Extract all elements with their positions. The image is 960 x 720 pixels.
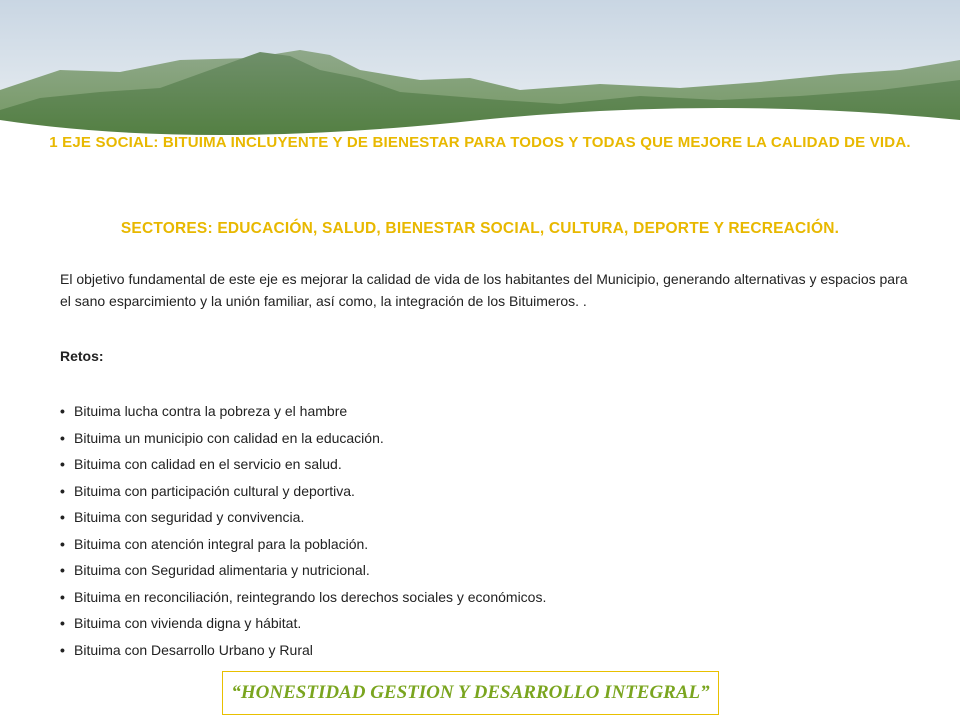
retos-label: Retos: <box>60 348 104 364</box>
bullet-icon: • <box>60 429 65 446</box>
sectors-heading: SECTORES: EDUCACIÓN, SALUD, BIENESTAR SOCIAL, CULTURA, DEPORTE Y RECREACIÓN. <box>120 220 840 237</box>
list-item-text: Bituima con calidad en el servicio en salud. <box>74 456 342 473</box>
list-item <box>60 637 546 664</box>
list-item <box>60 531 546 558</box>
bullet-icon: • <box>60 562 65 579</box>
bullet-icon: • <box>60 482 65 499</box>
motto-box <box>222 671 719 715</box>
mountain-banner <box>0 0 960 150</box>
bullet-icon: • <box>60 509 65 526</box>
list-item <box>60 610 546 637</box>
retos-list <box>60 398 546 663</box>
list-item-text: Bituima en reconciliación, reintegrando los derechos sociales y económicos. <box>74 588 547 605</box>
list-item-text: Bituima con Desarrollo Urbano y Rural <box>74 641 313 658</box>
motto-text: “HONESTIDAD GESTION Y DESARROLLO INTEGRAL” <box>231 682 710 703</box>
bullet-icon: • <box>60 403 65 420</box>
list-item-text: Bituima con Seguridad alimentaria y nutricional. <box>74 562 370 579</box>
list-item-text: Bituima con seguridad y convivencia. <box>74 509 305 526</box>
list-item <box>60 425 546 452</box>
mountain-landscape-image <box>0 0 960 150</box>
list-item <box>60 584 546 611</box>
intro-paragraph: El objetivo fundamental de este eje es mejorar la calidad de vida de los habitantes del Municipio, generando alternativas y espacios para el sano esparcimiento y la unión familiar, así como, la integración de los Bituimeros. . <box>60 271 908 309</box>
bullet-icon: • <box>60 615 65 632</box>
bullet-icon: • <box>60 641 65 658</box>
list-item-text: Bituima con vivienda digna y hábitat. <box>74 615 302 632</box>
list-item-text: Bituima lucha contra la pobreza y el hambre <box>74 403 348 420</box>
list-item <box>60 504 546 531</box>
list-item-text: Bituima con atención integral para la población. <box>74 535 369 552</box>
section-title: 1 EJE SOCIAL: BITUIMA INCLUYENTE Y DE BIENESTAR PARA TODOS Y TODAS QUE MEJORE LA CALIDAD DE VIDA. <box>49 134 911 151</box>
bullet-icon: • <box>60 588 65 605</box>
list-item <box>60 398 546 425</box>
list-item-text: Bituima con participación cultural y deportiva. <box>74 482 355 499</box>
list-item <box>60 557 546 584</box>
list-item <box>60 451 546 478</box>
bullet-icon: • <box>60 456 65 473</box>
bullet-icon: • <box>60 535 65 552</box>
list-item <box>60 478 546 505</box>
list-item-text: Bituima un municipio con calidad en la educación. <box>74 429 384 446</box>
